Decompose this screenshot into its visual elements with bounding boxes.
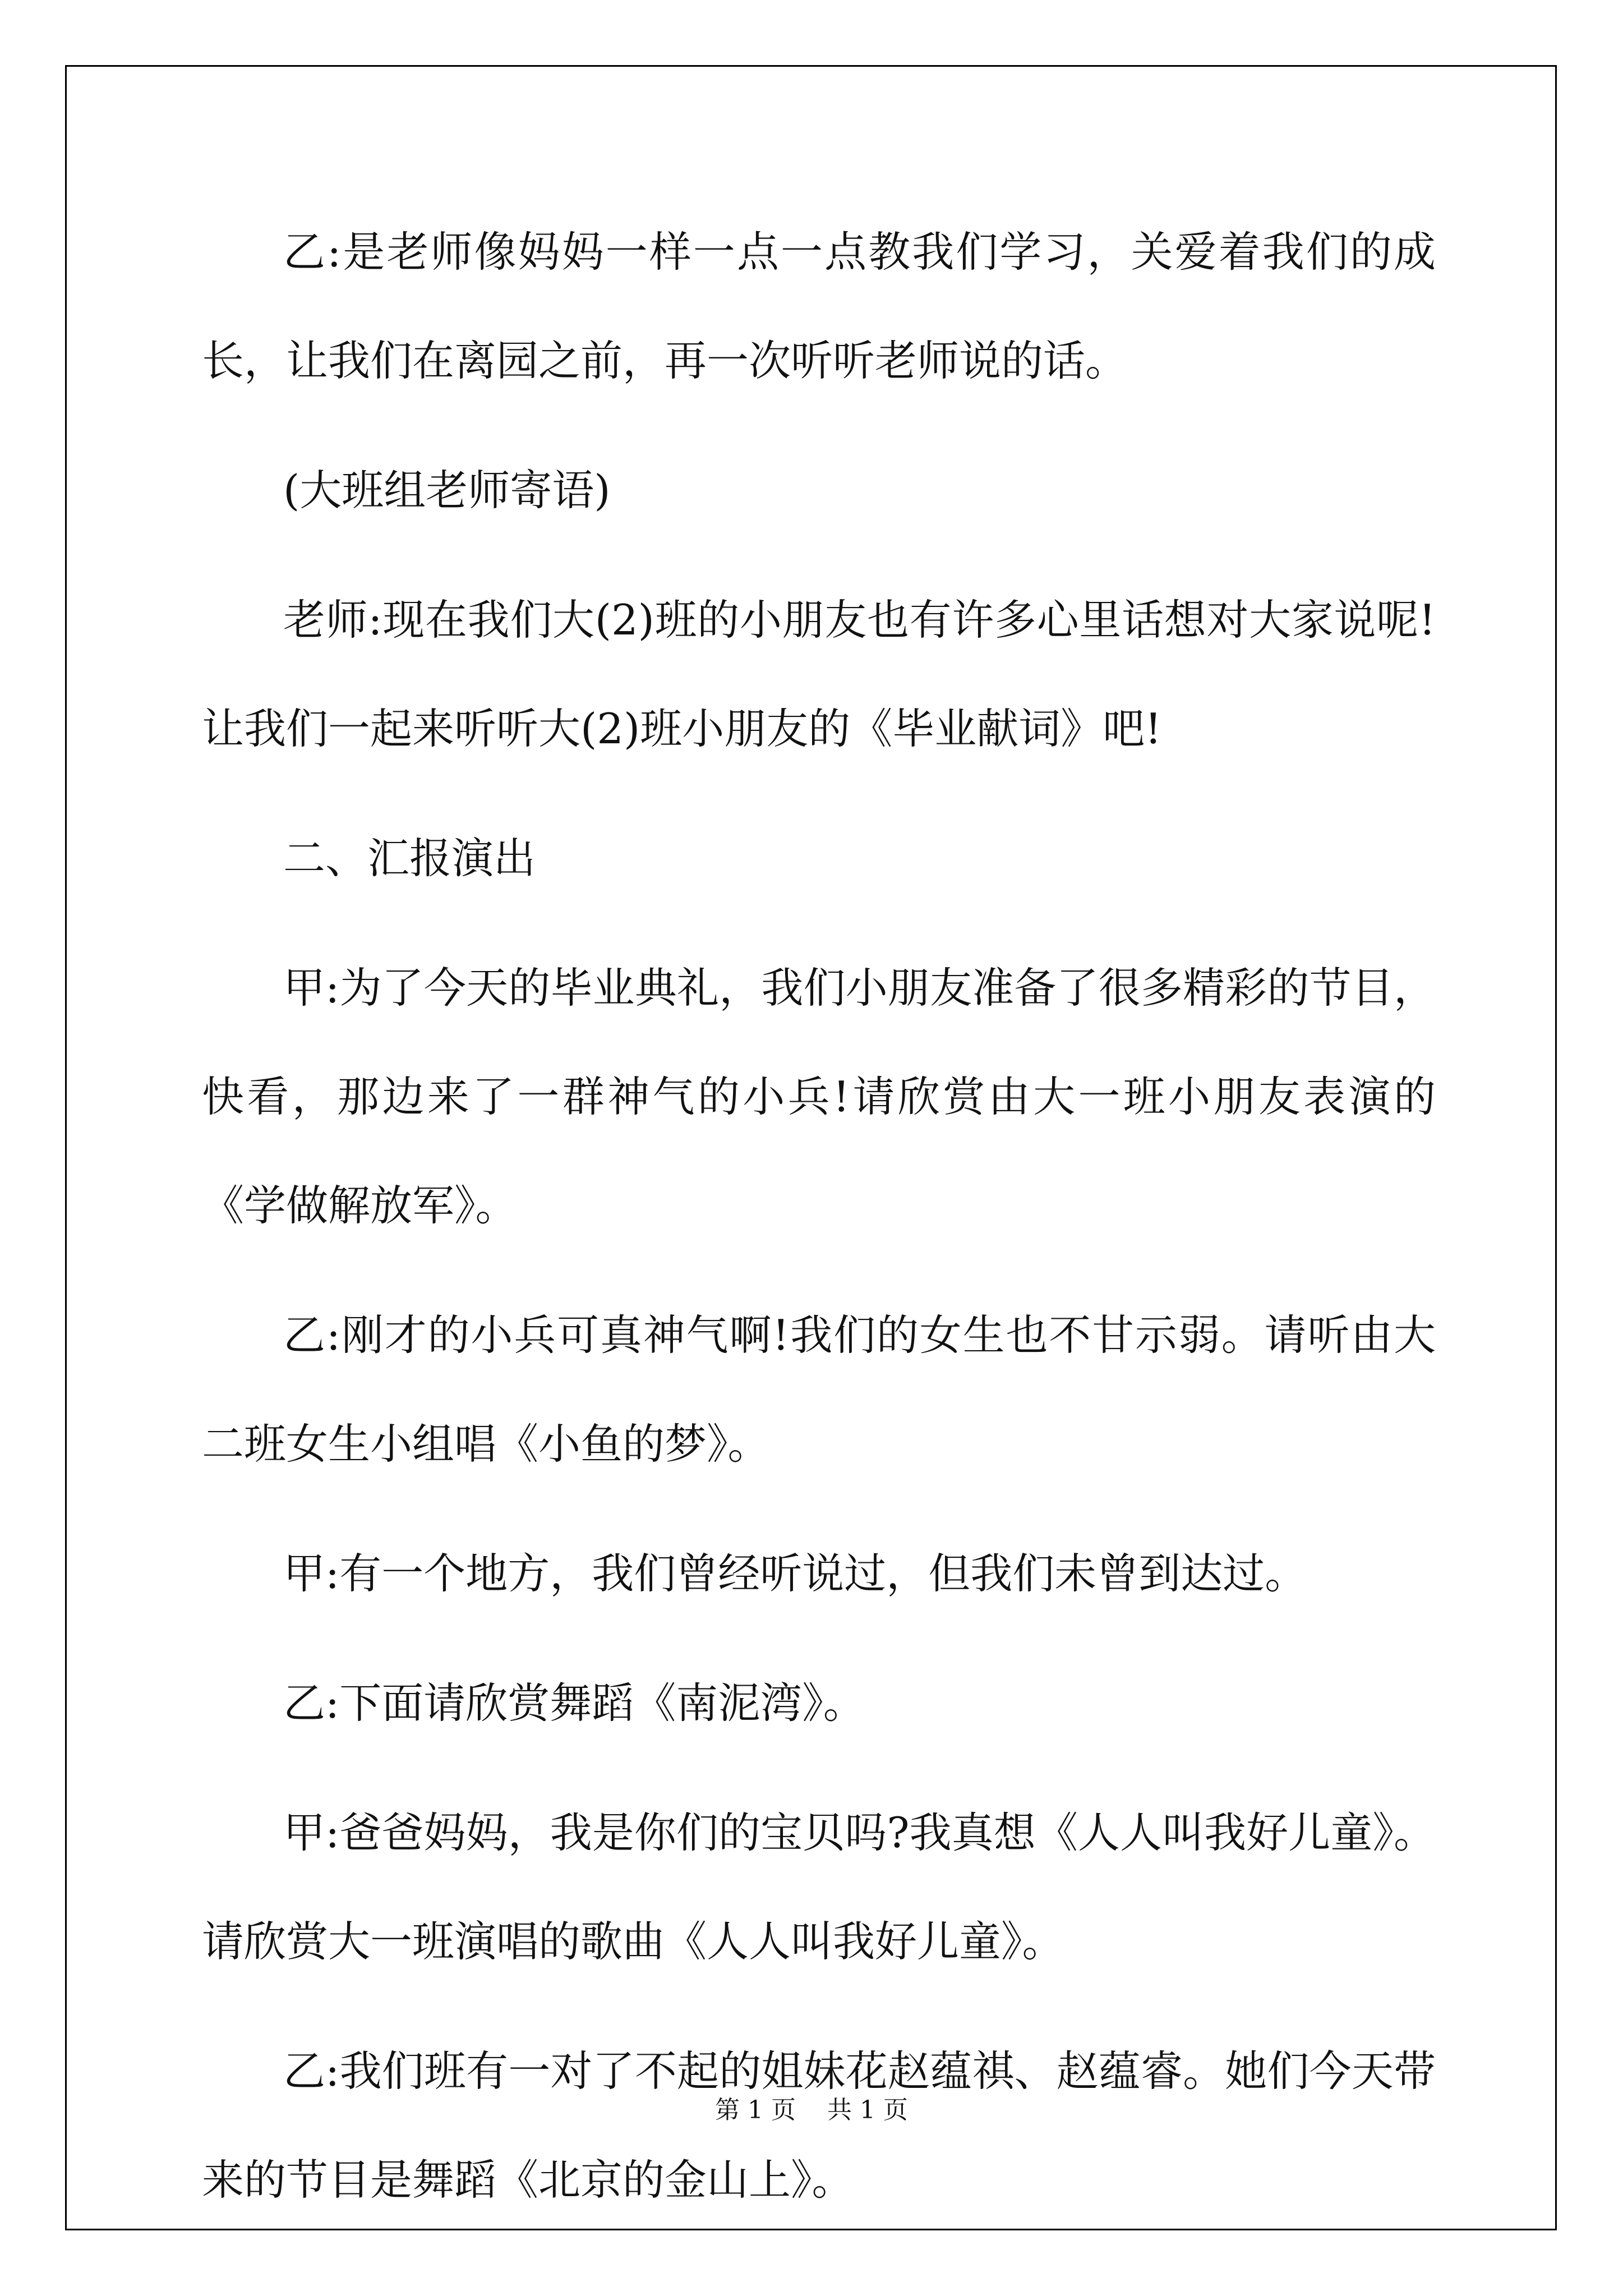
- paragraph: 老师:现在我们大(2)班的小朋友也有许多心里话想对大家说呢!让我们一起来听听大(2)班小朋友的《毕业献词》吧!: [202, 595, 1436, 753]
- page-number-footer: 第 1 页 共 1 页: [715, 2096, 908, 2124]
- paragraph: 甲:爸爸妈妈，我是你们的宝贝吗?我真想《人人叫我好儿童》。请欣赏大一班演唱的歌曲《人人叫我好儿童》。: [202, 1808, 1436, 1966]
- paragraph: 甲:为了今天的毕业典礼，我们小朋友准备了很多精彩的节目，快看，那边来了一群神气的小兵!请欣赏由大一班小朋友表演的《学做解放军》。: [202, 963, 1436, 1230]
- paragraph: 乙:刚才的小兵可真神气啊!我们的女生也不甘示弱。请听由大二班女生小组唱《小鱼的梦》。: [202, 1310, 1436, 1469]
- paragraph: 乙:我们班有一对了不起的姐妹花赵蕴祺、赵蕴睿。她们今天带来的节目是舞蹈《北京的金山上》。: [202, 2046, 1436, 2205]
- paragraph: 甲:有一个地方，我们曾经听说过，但我们未曾到达过。: [283, 1549, 1307, 1598]
- paragraph: (大班组老师寄语): [283, 466, 611, 515]
- document-body: [202, 197, 1436, 2255]
- section-heading: 二、汇报演出: [283, 834, 536, 883]
- paragraph: 乙:是老师像妈妈一样一点一点教我们学习，关爱着我们的成长，让我们在离园之前，再一次听听老师说的话。: [202, 227, 1436, 385]
- paragraph: 乙:下面请欣赏舞蹈《南泥湾》。: [283, 1678, 865, 1728]
